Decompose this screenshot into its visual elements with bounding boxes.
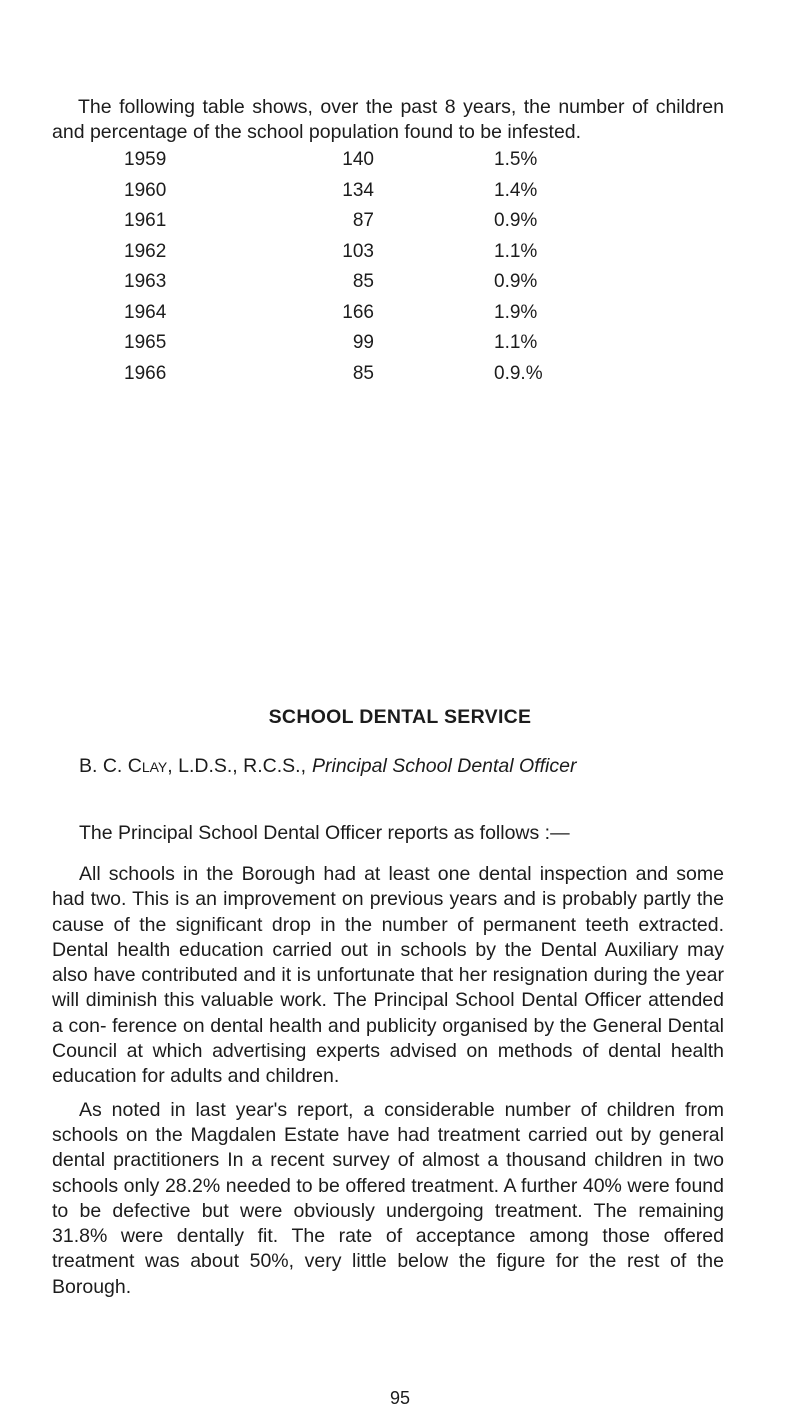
table-row	[0, 328, 800, 359]
number-cell: 87	[352, 210, 374, 231]
officer-initials: B. C.	[79, 755, 123, 777]
table-row	[0, 145, 800, 176]
year-cell: 1960	[124, 179, 167, 201]
percentage-cell: 0.9%	[494, 210, 538, 231]
table-row	[0, 298, 800, 329]
year-cell: 1965	[124, 332, 167, 353]
officer-byline	[79, 755, 576, 778]
table-row	[0, 237, 800, 268]
officer-surname: Clay,	[127, 755, 173, 777]
officer-role: Principal School Dental Officer	[312, 755, 577, 777]
number-cell: 140	[342, 149, 374, 170]
page-number: 95	[389, 1388, 411, 1408]
body-paragraph: As noted in last year's report, a considerable number of children from schools on the Magdalen Estate have had treatment carried out by general dental practitioners In a recent survey of almost a thousand children in two schools only 28.2% needed to be offered treatment. A further 40% were found to be defective but were obviously undergoing treatment. The remaining 31.8% were dentally fit. The rate of acceptance among those offered treatment was about 50%, very little below the figure for the rest of the Borough.	[52, 1098, 724, 1298]
percentage-cell: 1.1%	[494, 240, 538, 262]
year-cell: 1961	[124, 210, 167, 231]
intro-paragraph: The following table shows, over the past 8 years, the number of children and percentage of the school population found to be infested.	[52, 96, 724, 143]
table-row	[0, 206, 800, 237]
number-cell: 166	[342, 301, 374, 323]
year-cell: 1966	[124, 362, 167, 384]
report-body	[52, 862, 724, 1308]
report-intro: The Principal School Dental Officer reports as follows :—	[79, 822, 570, 844]
year-cell: 1959	[124, 149, 167, 170]
number-cell: 99	[352, 332, 374, 353]
officer-qualifications: L.D.S., R.C.S.,	[178, 755, 306, 777]
percentage-cell: 1.9%	[494, 301, 538, 323]
body-paragraph: All schools in the Borough had at least one dental inspection and some had two. This is an improvement on previous years and is probably partly the cause of the significant drop in the number of permanent teeth extracted. Dental health education carried out in schools by the Dental Auxiliary may also have contributed and it is unfortunate that her resignation during the year will diminish this valuable work. The Principal School Dental Officer attended a con- ference on dental health and publicity organised by the General Dental Council at which advertising experts advised on methods of dental health education for adults and children.	[52, 863, 724, 1088]
section-title: SCHOOL DENTAL SERVICE	[268, 706, 532, 728]
percentage-cell: 0.9.%	[494, 362, 543, 384]
number-cell: 134	[342, 179, 374, 201]
infestation-table	[0, 145, 800, 389]
table-row	[0, 176, 800, 207]
table-row	[0, 359, 800, 390]
year-cell: 1964	[124, 301, 167, 323]
number-cell: 85	[352, 362, 374, 384]
percentage-cell: 1.4%	[494, 179, 538, 201]
table-row	[0, 267, 800, 298]
number-cell: 103	[342, 240, 374, 262]
number-cell: 85	[352, 271, 374, 292]
percentage-cell: 0.9%	[494, 271, 538, 292]
year-cell: 1962	[124, 240, 167, 262]
percentage-cell: 1.1%	[494, 332, 538, 353]
year-cell: 1963	[124, 271, 167, 292]
percentage-cell: 1.5%	[494, 149, 538, 170]
